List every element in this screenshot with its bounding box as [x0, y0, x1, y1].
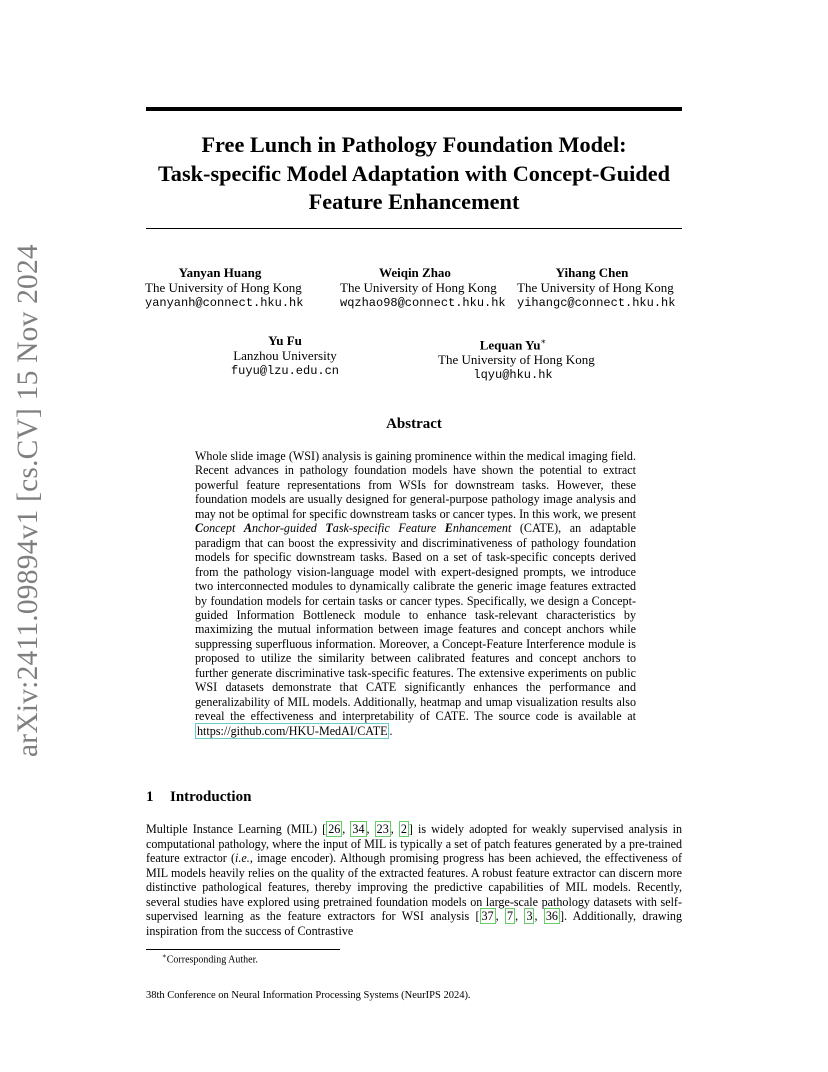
citation-link[interactable]: 2 [400, 822, 407, 836]
author-email[interactable]: fuyu@lzu.edu.cn [230, 363, 340, 378]
section-heading [146, 789, 251, 806]
author-email[interactable]: lqyu@hku.hk [473, 367, 553, 382]
author-name: Yu Fu [268, 333, 302, 348]
section-number: 1 [146, 789, 154, 805]
method-name: Concept Anchor-guided Task-specific Feature Enhancement [195, 521, 512, 536]
author-block [438, 334, 595, 383]
footnote [162, 952, 258, 965]
ie-text: i.e. [235, 851, 250, 865]
citation-link[interactable]: 3 [526, 909, 533, 923]
author-block [210, 334, 360, 378]
title-bottom-rule [146, 228, 682, 229]
author-email[interactable]: wqzhao98@connect.hku.hk [340, 295, 506, 310]
title-line-2: Task-specific Model Adaptation with Concept-Guided [157, 160, 671, 186]
author-block [145, 265, 304, 310]
footnote-mark: ∗ [162, 952, 167, 960]
citation-link[interactable]: 7 [507, 909, 514, 923]
code-link[interactable]: https://github.com/HKU-MedAI/CATE [197, 723, 388, 738]
footnote-text: Corresponding Auther. [166, 954, 258, 966]
author-affiliation: Lanzhou University [233, 347, 337, 363]
conference-note: 38th Conference on Neural Information Processing Systems (NeurIPS 2024). [146, 990, 471, 1001]
paper-title [146, 131, 682, 217]
author-affiliation: The University of Hong Kong [438, 352, 595, 368]
author-name-text: Lequan Yu [479, 337, 541, 353]
footnote-rule [146, 949, 340, 950]
citation-link[interactable]: 26 [328, 822, 341, 836]
section-title: Introduction [170, 789, 252, 805]
citation-link[interactable]: 37 [481, 909, 494, 923]
author-block [517, 265, 676, 310]
corresponding-mark: ∗ [540, 336, 547, 346]
abstract-text: (CATE), an adaptable paradigm that can boost the expressivity and discriminativeness of pathology foundation models for specific downstream tasks. Based on a set of task-specific concepts derived from the pathology vision-language model with expert-designed prompts, we introduce two interconnected modules to dynamically calibrate the generic image features extracted by foundation models for certain tasks or cancer types. Specifically, we design a Concept-guided Information Bottleneck module to enhance task-relevant characteristics by maximizing the mutual information between image features and concept anchors while suppressing superfluous information. Moreover, a Concept-Feature Interference module is proposed to utilize the similarity between calibrated features and concept anchors to further generate discriminative task-specific features. The extensive experiments on public WSI datasets demonstrate that CATE significantly enhances the performance and generalizability of MIL models. Additionally, heatmap and umap visualization results also reveal the effectiveness and interpretability of CATE. The source code is available at [195, 521, 636, 724]
author-name: Weiqin Zhao [379, 265, 451, 280]
abstract-text: Whole slide image (WSI) analysis is gaining prominence within the medical imaging field. Recent advances in pathology foundation models have shown the potential to extract powerful feature representations from WSIs for downstream tasks. However, these foundation models are usually designed for general-purpose pathology image analysis and may not be optimal for specific downstream tasks or cancer types. In this work, we present [195, 449, 636, 521]
author-affiliation: The University of Hong Kong [340, 279, 497, 295]
author-email[interactable]: yihangc@connect.hku.hk [517, 295, 676, 310]
author-name: Yanyan Huang [178, 265, 262, 280]
abstract-heading: Abstract [386, 416, 442, 432]
author-name: Yihang Chen [555, 265, 629, 280]
author-email[interactable]: yanyanh@connect.hku.hk [145, 295, 304, 310]
abstract-body: Whole slide image (WSI) analysis is gaining prominence within the medical imaging field. Recent advances in pathology foundation models have shown the potential to extract powerful feature representations from WSIs for downstream tasks. However, these foundation models are usually designed for general-purpose pathology image analysis and may not be optimal for specific downstream tasks or cancer types. In this work, we present Concept Anchor-guided Task-specific Feature Enhancement (CATE), an adaptable paradigm that can boost the expressivity and discriminativeness of pathology foundation models for specific downstream tasks. Based on a set of task-specific concepts derived from the pathology vision-language model with expert-designed prompts, we introduce two interconnected modules to dynamically calibrate the generic image features extracted by foundation models for certain tasks or cancer types. Specifically, we design a Concept-guided Information Bottleneck module to enhance task-relevant characteristics by maximizing the mutual information between image features and concept anchors while suppressing superfluous information. Moreover, a Concept-Feature Interference module is proposed to utilize the similarity between calibrated features and concept anchors to further generate discriminative task-specific features. The extensive experiments on public WSI datasets demonstrate that CATE significantly enhances the performance and generalizability of MIL models. Additionally, heatmap and umap visualization results also reveal the effectiveness and interpretability of CATE. The source code is available at https://github.com/HKU-MedAI/CATE . [195, 449, 636, 738]
author-affiliation: The University of Hong Kong [145, 279, 302, 295]
title-line-3: Feature Enhancement [308, 189, 520, 214]
citation-link[interactable]: 23 [376, 822, 389, 836]
intro-paragraph: Multiple Instance Learning (MIL) [ 26 , 34 , 23 , 2 ] is widely adopted for weakly supervised analysis in computational pathology, where the input of MIL is typically a set of patch features generated by a pre-trained feature extractor (i.e., image encoder). Although promising progress has been achieved, the effectiveness of MIL models heavily relies on the quality of the extracted features. A robust feature extractor can discern more distinctive pathological features, thereby improving the predictive capabilities of MIL models. Recently, several studies have explored using pretrained foundation models on large-scale pathology datasets with self-supervised learning as the feature extractors for WSI analysis [ 37 , 7 , 3 , 36 ]. Additionally, drawing inspiration from the success of Contrastive [146, 822, 683, 938]
author-block [340, 265, 506, 310]
citation-link[interactable]: 36 [545, 909, 558, 923]
author-name [438, 334, 588, 353]
citation-link[interactable]: 34 [352, 822, 365, 836]
top-rule [146, 107, 682, 111]
arxiv-identifier: arXiv:2411.09894v1 [cs.CV] 15 Nov 2024 [12, 244, 44, 757]
author-affiliation: The University of Hong Kong [517, 279, 674, 295]
title-line-1: Free Lunch in Pathology Foundation Model: [201, 132, 627, 157]
